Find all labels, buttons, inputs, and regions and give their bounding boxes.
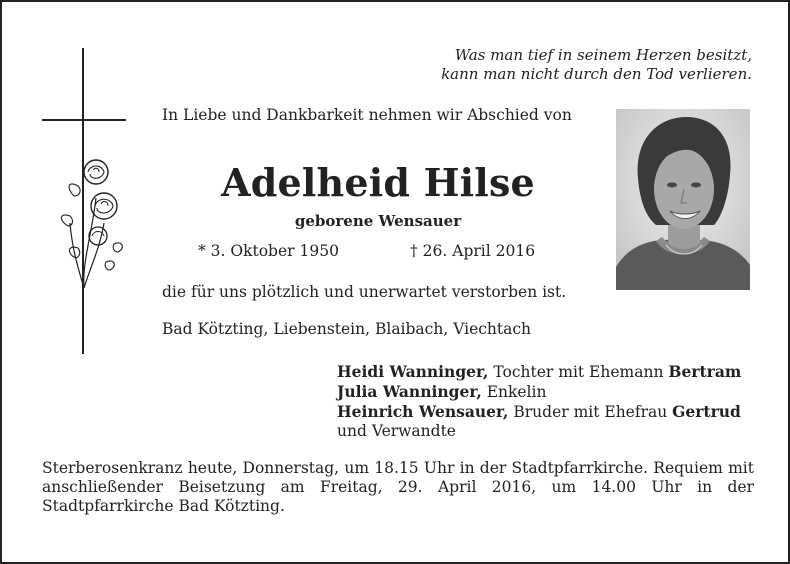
mourners-list xyxy=(337,362,757,441)
cross-with-roses-icon xyxy=(38,48,134,360)
mourner-relation: Enkelin xyxy=(481,383,547,401)
mourner-line xyxy=(337,382,757,402)
mourner-partner: Gertrud xyxy=(672,402,741,421)
mourner-name: Heinrich Wensauer, xyxy=(337,402,509,421)
portrait-photo xyxy=(616,109,750,290)
mourner-line xyxy=(337,402,757,422)
deceased-name: Adelheid Hilse xyxy=(221,160,535,205)
intro-text: In Liebe und Dankbarkeit nehmen wir Abschied von xyxy=(162,106,572,124)
birth-date: * 3. Oktober 1950 xyxy=(198,242,339,260)
mourner-line xyxy=(337,362,757,382)
mourner-relation: Tochter mit Ehemann xyxy=(488,363,669,381)
mourner-partner: Bertram xyxy=(668,362,742,381)
quote-line-1: Was man tief in seinem Herzen besitzt, xyxy=(454,46,752,64)
mourners-tail: und Verwandte xyxy=(337,422,456,440)
mourner-name: Julia Wanninger, xyxy=(337,382,482,401)
passed-statement: die für uns plötzlich und unerwartet verstorben ist. xyxy=(162,283,567,301)
mourner-relation: Bruder mit Ehefrau xyxy=(508,403,673,421)
service-info: Sterberosenkranz heute, Donnerstag, um 18.15 Uhr in der Stadtpfarrkirche. Requiem mit anschließender Beisetzung am Freitag, 29. April 2016, um 14.00 Uhr in der Stadtpfarrkirche Bad Kötzting. xyxy=(42,459,754,515)
mourner-name: Heidi Wanninger, xyxy=(337,362,489,381)
places-line: Bad Kötzting, Liebenstein, Blaibach, Viechtach xyxy=(162,320,532,338)
epitaph-quote xyxy=(362,46,752,84)
maiden-name: geborene Wensauer xyxy=(294,212,462,230)
death-date: † 26. April 2016 xyxy=(410,242,536,260)
quote-line-2: kann man nicht durch den Tod verlieren. xyxy=(441,65,752,83)
